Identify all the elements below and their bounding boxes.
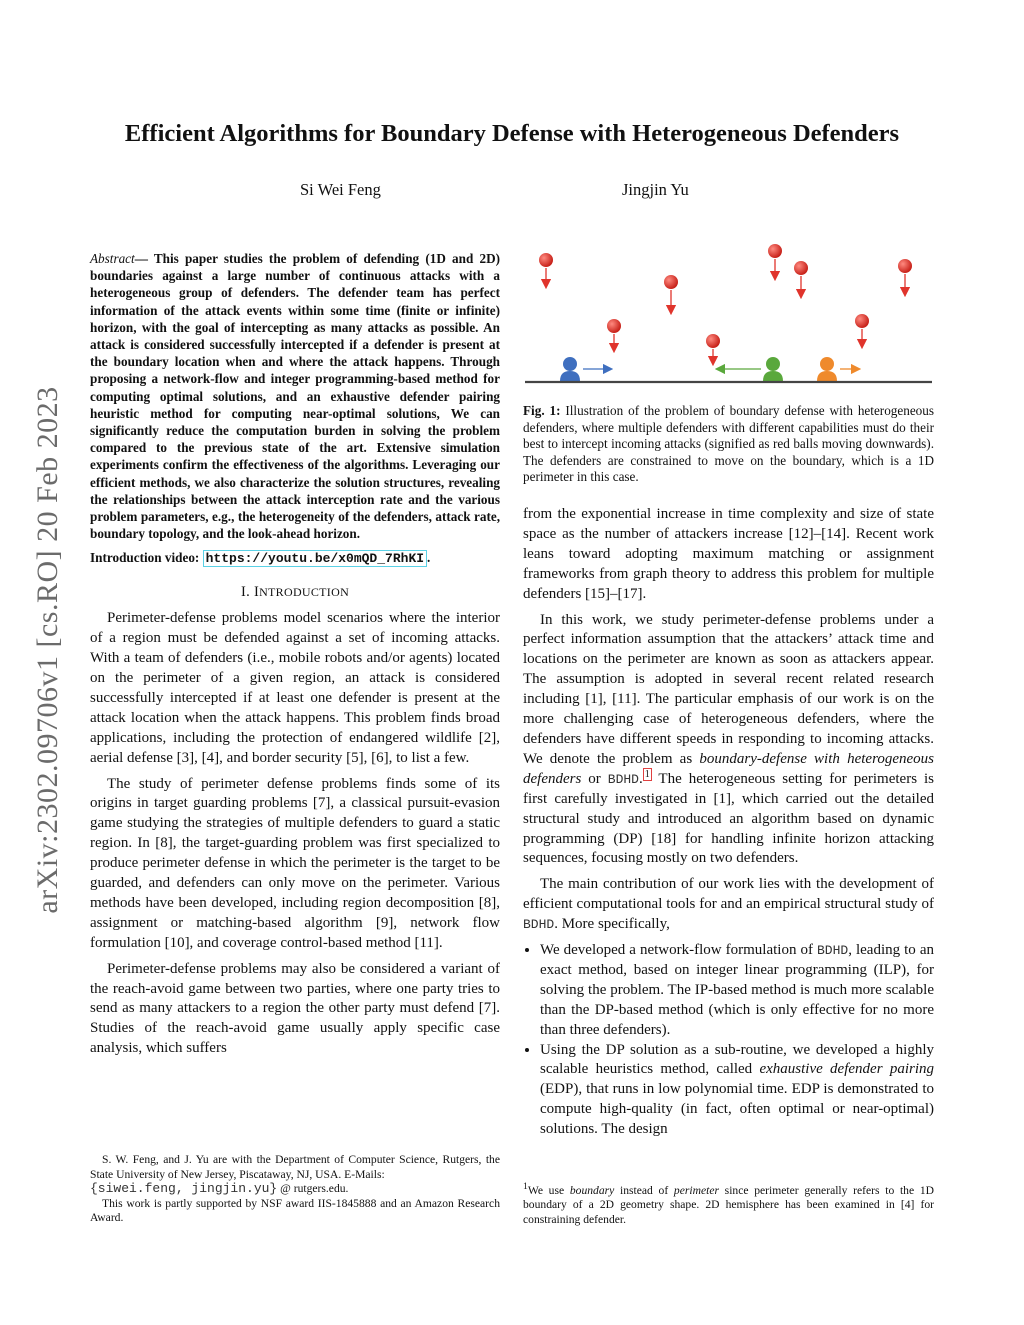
fn-text-c: since perimeter generally refers to the 1D boundary of a 2D geometry shape. 2D hemisphere has been examined in [4] for constraining defender. — [523, 1183, 934, 1227]
fn-text-b: instead of — [614, 1183, 674, 1197]
paper-title: Efficient Algorithms for Boundary Defense with Heterogeneous Defenders — [124, 120, 900, 147]
attack-2 — [607, 319, 621, 348]
bdhd-term: BDHD — [607, 771, 639, 787]
intro-video-label: Introduction video: — [90, 550, 200, 566]
author-2: Jingjin Yu — [622, 180, 689, 199]
contribution-item-2 — [540, 1041, 934, 1141]
contribution-list — [523, 941, 934, 1140]
intro-video-trail: . — [427, 550, 431, 566]
section-number: I. — [240, 584, 250, 601]
arxiv-identifier — [18, 300, 78, 1000]
right-column — [523, 505, 934, 1140]
abstract-text: This paper studies the problem of defending (1D and 2D) boundaries against a large number of continuous attacks with a heterogeneous group of defenders. The defender team has perfect information of the attack events within some time (finite or infinite) horizon, with the goal of intercepting as many attacks as possible. An attack is considered successfully intercepted if a defender is present at the boundary location when and where the attack happens. Through proposing a network-flow and integer programming-based method for computing optimal solutions, and an exhaustive defender pairing heuristic method for computing near-optimal solutions, We can significantly reduce the computation burden in solving the problem compared to the previous state of the art. Extensive simulation experiments confirm the effectiveness of the algorithms. Leveraging our efficient methods, we also characterize the solution structures, revealing the relationships between the attack interception rate and the various problem parameters, e.g., the heterogeneity of the defenders, attack rate, boundary topology, and the look-ahead horizon. — [90, 251, 501, 542]
b1-text-b: , leading to an exact method, based on integer linear programming (ILP), for solving the problem. The IP-based method is much more scalable than the DP-based method (which is only effective for no more than three defenders). — [540, 942, 934, 1038]
abstract-label: Abstract — [90, 251, 135, 266]
footnote-marker[interactable]: 1 — [644, 768, 650, 780]
attack-7 — [855, 314, 869, 344]
funding-text: This work is partly supported by NSF award IIS-1845888 and an Amazon Research Award. — [90, 1196, 500, 1225]
figure-1-illustration — [523, 240, 934, 390]
defender-orange — [817, 357, 856, 381]
bdhd-term: BDHD — [523, 917, 555, 933]
b1-text-a: We developed a network-flow formulation of — [540, 942, 817, 959]
intro-paragraph-1: Perimeter-defense problems model scenarios where the interior of a region must be defended against a set of incoming attacks. With a team of defenders (i.e., mobile robots and/or agents) located on the perimeter of a given region, an attack is considered successfully intercepted if at least one defender is present at the attack location when the attack happens. This problem finds broad applications, including the protection of endangered wildlife [2], aerial defense [3], [4], and border security [5], [6], to list a few. — [90, 610, 500, 766]
abstract — [90, 250, 500, 542]
b2-text-a: Using the DP solution as a sub-routine, we developed a highly scalable heuristics method, called — [540, 1041, 934, 1078]
fn-text-a: We use — [527, 1183, 570, 1197]
bdhd-term: BDHD — [816, 943, 849, 959]
b2-emphasis: exhaustive defender pairing — [759, 1061, 934, 1078]
author-1: Si Wei Feng — [300, 180, 381, 199]
p3-text-a: The main contribution of our work lies with the development of efficient computational tools for and an empirical structural study of — [523, 876, 934, 913]
attack-3 — [664, 275, 678, 310]
intro-video-link[interactable]: https://youtu.be/x0mQD_7RhKI — [203, 550, 427, 567]
affiliation-text: S. W. Feng, and J. Yu are with the Department of Computer Science, Rutgers, the State University of New Jersey, Piscataway, NJ, USA. E-Mails: — [90, 1153, 500, 1181]
right-paragraph-3 — [523, 875, 934, 935]
section-heading-introduction — [90, 583, 500, 603]
right-paragraph-2: In this work, we study perimeter-defense problems under a perfect information assumption that the attackers’ attack time and locations on the perimeter are known as soon as attackers appear. The assumption is adopted in several recent related research including [1], [11]. The particular emphasis of our work is on the more challenging case of heterogeneous defenders, where the defenders have different speeds in responding to incoming attacks. We denote the problem as boundary-defense with heterogeneous defenders or BDHD. $^1$ The heterogeneous setting for perimeters is first carefully investigated in [1], which carried out the detailed structural study and introduced an algorithm based on dynamic programming (DP) [18] for handling infinite horizon attacking sequences, focusing mostly on two defenders. — [523, 611, 935, 867]
p2-text-a: In this work, we study perimeter-defense problems under a perfect information assumption that the attackers’ attack time and locations on the perimeter are known as soon as attackers appear. The assumption is adopted in several recent related research including [1], [11]. The particular emphasis of our work is on the more challenging case of heterogeneous defenders, where the defenders have different speeds in responding to incoming attacks. We denote the problem as — [523, 611, 934, 767]
fn-emphasis-perimeter: perimeter — [673, 1183, 719, 1197]
figure-label: Fig. 1: — [523, 403, 561, 418]
affiliation-footnote — [90, 1153, 500, 1226]
right-paragraph-1: from the exponential increase in time complexity and size of state space as the number of attackers increase [12]–[14]. Recent work leans toward adopting maximum matching or assignment frameworks from graph theory to address this problem for multiple defenders [15]–[17]. — [523, 506, 934, 602]
email-list[interactable]: {siwei.feng, jingjin.yu} — [90, 1181, 278, 1197]
footnote-number: 1 — [523, 1181, 528, 1192]
figure-1-caption — [523, 403, 934, 486]
p2-text-b: The heterogeneous setting for perimeters is first carefully investigated in [1], which carried out the detailed structural study and introduced an algorithm based on dynamic programming (DP) [18] for handling infinite horizon attacking sequences, focusing mostly on two defenders. — [523, 770, 934, 867]
p2-or: or — [581, 770, 608, 787]
abstract-dash: — — [134, 251, 148, 266]
defender-green — [720, 357, 783, 381]
section-title-initial: I — [253, 584, 260, 601]
email-domain: @ rutgers.edu. — [277, 1182, 349, 1196]
p2-emphasis: boundary-defense with heterogeneous defenders — [523, 750, 935, 787]
section-title-rest: NTRODUCTION — [259, 585, 350, 600]
defender-blue — [560, 357, 608, 381]
b2-text-b: (EDP), that runs in low polynomial time. EDP is demonstrated to compute high-quality (in fact, often optimal or near-optimal) solutions. The design — [540, 1081, 934, 1138]
footnote-1 — [523, 1180, 934, 1228]
contribution-item-1 — [540, 941, 934, 1041]
attack-1 — [539, 253, 553, 284]
attack-8 — [898, 259, 912, 292]
intro-video — [90, 548, 500, 569]
attack-5 — [768, 244, 782, 276]
intro-paragraph-2: The study of perimeter defense problems finds some of its origins in target guarding problems [7], a classical pursuit-evasion game studying the strategies of multiple defenders to guard a static region. In [8], the target-guarding problem was first specialized to produce perimeter defense in which the perimeter is the target to be guarded, and defenders can only move on the perimeter. Various methods have been developed, including region decomposition [8], assignment or matching-based algorithm [9], network flow formulation [10], and coverage control-based method [11]. — [90, 775, 500, 951]
p3-text-b: . More specifically, — [554, 916, 670, 933]
intro-paragraph-3: Perimeter-defense problems may also be considered a variant of the reach-avoid game between two parties, where one party tries to send as many attackers to a region the other party must defend [7]. Studies of the reach-avoid game usually apply specific case analysis, which suffers — [90, 960, 500, 1057]
left-column — [90, 250, 500, 1059]
figure-caption-text: Illustration of the problem of boundary defense with heterogeneous defenders, where multiple defenders with different capabilities must do their best to intercept incoming attacks (signified as red balls moving downwards). The defenders are constrained to move on the boundary, which is a 1D perimeter in this case. — [523, 403, 934, 485]
attack-4 — [706, 334, 720, 361]
arxiv-identifier-text: arXiv:2302.09706v1 [cs.RO] 20 Feb 2023 — [31, 386, 64, 914]
figure-1 — [523, 240, 934, 390]
attack-6 — [794, 261, 808, 294]
fn-emphasis-boundary: boundary — [569, 1183, 615, 1197]
